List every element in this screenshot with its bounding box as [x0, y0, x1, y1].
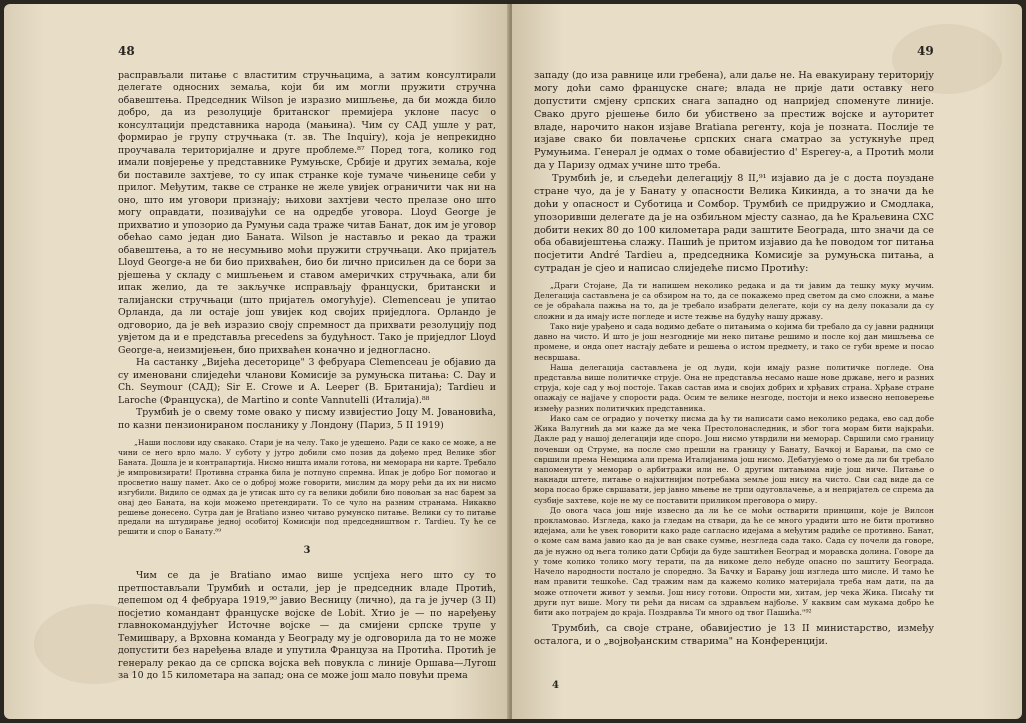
paragraph: западу (до иза равнице или гребена), али даље не. На евакуирану територију могу доћи само француске снаге; влада не прије дати оставку него допустити смјену српских снага западно од напријед споменуте линије. Свако друго рјешење било би убиствено за престиж војске и ауторитет владе, нарочито након изјаве Bratiana регенту, која је позната. Послије те изјаве свако би повлачење српских снага сматрао за устукнуће пред Румуњима. Генерал је одмах о томе обавијестио d' Esperey-а, а Протић моли да у Паризу одмах учине што треба. — [534, 70, 934, 172]
right-body — [534, 70, 934, 276]
quote-paragraph: До овога часа још није извесно да ли ће се моћи остварити принципи, које је Вилсон прокламовао. Изгледа, како ја гледам на ствари, да ће се много урадити што не бити противно идејама, али ће увек говорити како раде сагласно идејама а међутим радиће се противно. Банат, о коме сам вама јавио као да је ван сваке сумње, незгледа сада тако. Сада су почели да говоре, да је нужно од њега толико дати Србији да буде заштићен Београд и моравска долина. Говоре да у томе колико толико могу терати, па да никоме дело небуде опасно по заштиту Београда. Начело народности постало је споредно. За Бачку и Барању још изгледа што мисле. И тамо ће нам правити тешкоће. Сад тражим нам да кажемо колико материјала треба нам дати, па да може отпочети живот у земљи. Још нису готови. Опрости ми, хитам, јер чека Жика. Писаћу ти други пут више. Могу ти рећи да нисам са здрављем најбоље. У каквим сам мукама добро ће бити ако потрајем до краја. Поздравља Ти много од твог Пашића."⁹² — [534, 505, 934, 617]
page-number: 48 — [118, 44, 135, 58]
right-text-column — [534, 70, 934, 649]
left-body-after-section — [118, 570, 496, 682]
left-page — [4, 4, 510, 719]
section-number: 3 — [303, 545, 311, 557]
quote-paragraph: „Наши послови иду свакако. Стари је на челу. Тако је удешено. Ради се како се може, а не чини се него врло мало. У суботу у јутро добили смо позив да дођемо пред Велике због Баната. Дошла је и контрапартија. Нисмо ништа имали готова, ни меморара ни карте. Требало је импровизирати! Противна странка била је потпуно спремна. Ипак је добро Бог помогао и просветио нашу памет. Ако се о доброј може говорити, мислим да мору рећи да их ни нисмо изгубили. Видило се одмах да је утисак што су га велики добили био повољан за нас барем за онај део Баната, на који можемо претендирати. То се чуло на разним странама. Никакво решење донесено. Сутра дан је Bratiano изнео читаво румунско питање. Велики су то питање предали на штудирање једној особитој Комисији под председништвом г. Tardieu. Ту ће се решити и спор о Банату.⁸⁹ — [118, 438, 496, 537]
paragraph: расправљали питање с властитим стручњацима, а затим консултирали делегате односних земаља, који би им могли пружити стручна обавештења. Председник Wilson је изразио мишљење, да би можда било добро, да из резолуције британског премијера уклоне пасус о консултацији представника народа (мањина). Чим су САД ушле у рат, формирао је групу стручњака (т. зв. The Inquiry), која је непрекидно проучавала територијалне и друге проблеме.⁸⁷ Поред тога, колико год имали повјерење у представнике Румуњске, Србије и других земаља, које би поставиле захтјеве, то су ипак странке које тумаче чињенице себи у прилог. Међутим, такве се странке не желе увијек ограничити чак ни на оно, што им уговори признају; њихови захтјеви често прелазе оно што могу оправдати, позивајући се на одредбе уговора. Lloyd George је прихватио и упозорио да Румуњи сада траже читав Банат, док им је уговор обећао само један дио Баната. Wilson је настављо и рекао да тражи обавештења, а то не несумњиво моћи пружити стручњаци. Ако пријатељ Lloyd George-а не би био прихваћен, био би лично присиљен да се бори за рјешења у складу с мишљењем и ставом америчких стручњака, али би ипак желио, да те закључке исправљају француски, британски и талијански стручњаци (што пријатељ омогућује). Clemenceau је упитао Орланда, да ли остаје још увијек код својих приједлога. Орландо је одговорио, да је већ изразио своју спремност да прихвати резолуцију под увјетом да и е представља precedens за будућност. Тако је приједлог Lloyd George-а, неизмијењен, био прихваћен коначно и једногласно. — [118, 70, 496, 356]
paragraph: Трумбић је о свему томе овако у писму извијестио Јоцу М. Јовановића, по казни пензионираном посланику у Лондону (Париз, 5 II 1919) — [118, 407, 496, 431]
paragraph: Чим се да је Bratiano имао више успјеха него што су то претпостављали Трумбић и остали, јер је председник владе Протић, депешом од 4 фебруара 1919,⁹⁰ јавио Весницу (лично), да га је јучер (3 II) посјетио командант француске војске de Lobit. Хтио је — по наређењу главнокомандујућег Источне војске — да смијени српске трупе у Темишвару, а Врховна команда у Београду му је одговорила да то не може допустити без наређења владе и упутила Француза на Протића. Протић је генералу рекао да се српска војска већ повукла с линије Оршава—Лугош за 10 до 15 километара на запад; она се може још мало повући према — [118, 570, 496, 682]
paragraph: На састанку „Вијећа десеторице" 3 фебруара Clemenceau је објавио да су именовани слиједећи чланови Комисије за румуњска питања: C. Day и Ch. Seymour (САД); Sir E. Crowe и A. Leeper (В. Британија); Tardieu и Laroche (Француска), de Martino и conte Vannutelli (Италија).⁸⁸ — [118, 357, 496, 406]
paragraph: Трумбић је, и сљедећи делегацију 8 II,⁹¹ изјавио да је с доста поуздане стране чуо, да је у Банату у опасности Велика Кикинда, а то значи да ће доћи у опасност и Суботица и Сомбор. Трумбић се придружио и Смодлака, упозоривши делегате да је на озбиљном мјесту сазнао, да ће Краљевина СХС добити неких 80 до 100 километара ради заштите Београда, што значи да се оба обавијештења слажу. Пашић је притом изјавио да ће поводом тог питања посјетити André Tardieu а, председника Комисије за румуњска питања, а сутрадан је сјео и написао слиједеће писмо Протићу: — [534, 173, 934, 275]
left-quote — [118, 438, 496, 537]
paragraph: Трумбић, са своје стране, обавијестио је 13 II министарство, између осталога, и о „војвођанским стварима" на Конференцији. — [534, 623, 934, 648]
left-text-column — [118, 70, 496, 683]
quote-paragraph: „Драги Стојане, Да ти напишем неколико редака и да ти јавим да тешку муку мучим. Делегација састављена је са обзиром на то, да се покажемо пред светом да смо сложни, а мање се је обраћала пажња на то, да је требало изабрати делегате, који су на делу показали да су сложни и да имају исте погледе и исте тежње на будућу нашу државу. — [534, 281, 934, 321]
page-number: 49 — [917, 44, 934, 58]
quote-paragraph: Наша делегација састављена је од људи, који имају разне политичке погледе. Она представља више политичке струје. Она не представља несамо наше нове државе, него и разних струја, које сад у њој постоје. Такав састав има и својих добрих и хрђавих страна. Хрђаве стране опажају се најјаче у спорости рада. Осим те велике незгоде, постоји и неко извесно неповерење између разних политичких представника. — [534, 362, 934, 413]
quote-paragraph: Тако није урађено и сада водимо дебате о питањима о којима би требало да су јавни радници давно на чисто. И што је још незгодније ми неко питање решимо и после кој дан мишљења се промене, и онда опет настају дебате и решења о истом предмету, и тако се губи време и посао несвршава. — [534, 321, 934, 362]
right-page — [512, 4, 1022, 719]
signature-mark: 4 — [552, 680, 559, 691]
open-book — [4, 4, 1022, 719]
right-closing — [534, 623, 934, 649]
right-quote — [534, 281, 934, 618]
left-body — [118, 70, 496, 432]
quote-paragraph: Иако сам се оградио у почетку писма да ћу ти написати само неколико редака, ево сад добе Жика Валугнић да ми каже да ме чека Престолонаследник, и због тога морам бити најкраћи. Дакле рад у нашој делегацији иде споро. Још нисмо утврдили ни меморар. Свршили смо границу почевши од Струме, на после смо прешли на границу у Банату, Бачкој и Барањи, па смо се свршили према Немцима али према Италијанима још нисмо. Дебатујемо о томе да ли би требало напоменути у меморар о арбитражи или не. О другим питањима није још ниче. Питање о накнади штете, питање о најхитнијим потребама земље још нису на чисто. Сви сад виде да се мора посао брже свршавати, јер јавно мњење не трпи одуговлачење, а и непријатељ се спрема да сузбије захтеве, које не му се поставити приликом преговора о миру. — [534, 413, 934, 505]
